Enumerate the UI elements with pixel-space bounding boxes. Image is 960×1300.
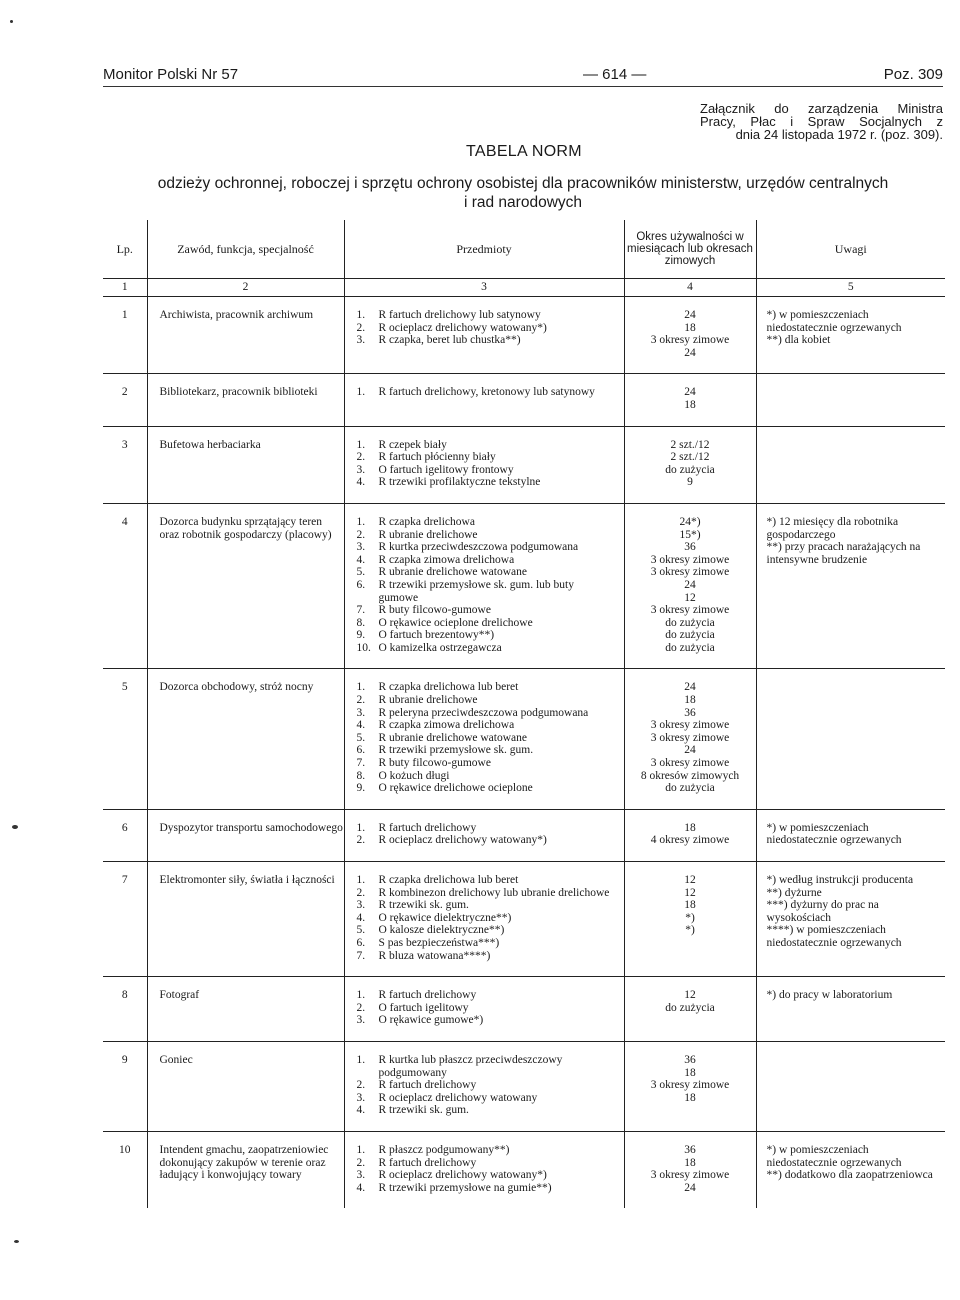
period-value: 2 szt./12	[670, 451, 710, 464]
item-text: O fartuch igelitowy frontowy	[378, 463, 514, 476]
item-entry	[357, 554, 624, 567]
item-text: R czapka zimowa drelichowa	[378, 719, 515, 732]
header-period: Okres używalności w miesiącach lub okresach zimowych	[624, 220, 756, 279]
item-entry	[357, 579, 624, 604]
column-number: 3	[344, 279, 624, 297]
remark-text: *) w pomieszczeniach niedostatecznie ogrzewanych	[766, 309, 902, 334]
item-number: 1.	[356, 438, 366, 451]
row-occupation: Bufetowa herbaciarka	[147, 426, 344, 503]
item-text: O fartuch brezentowy**)	[378, 629, 495, 642]
item-entry	[357, 1169, 624, 1182]
row-periods	[624, 669, 756, 809]
item-number: 1.	[356, 1053, 366, 1066]
item-number: 8.	[356, 769, 366, 782]
item-number: 3.	[356, 334, 366, 347]
period-value: 24*)	[679, 515, 701, 528]
row-lp: 3	[103, 426, 147, 503]
item-text: R ocieplacz drelichowy watowany*)	[378, 321, 547, 334]
item-text: R płaszcz podgumowany**)	[378, 1143, 510, 1156]
table-row	[103, 809, 945, 861]
period-value: 24	[684, 346, 696, 359]
item-number: 5.	[356, 924, 366, 937]
item-text: R fartuch drelichowy	[378, 989, 477, 1002]
item-entry	[357, 439, 624, 452]
period-value: do zużycia	[665, 782, 715, 795]
item-number: 9.	[356, 629, 366, 642]
item-text: R czepek biały	[378, 438, 447, 451]
item-number: 3.	[356, 541, 366, 554]
remark-text: *) do pracy w laboratorium	[766, 989, 893, 1002]
period-value: *)	[685, 924, 695, 937]
row-periods	[624, 374, 756, 426]
row-periods	[624, 503, 756, 669]
item-number: 1.	[356, 309, 366, 321]
period-value: 3 okresy zimowe	[650, 731, 730, 744]
item-entry	[357, 516, 624, 529]
row-lp: 4	[103, 503, 147, 669]
page-title: TABELA NORM	[466, 143, 582, 160]
item-number: 2.	[356, 528, 366, 541]
item-entry	[357, 937, 624, 950]
row-occupation: Goniec	[147, 1041, 344, 1131]
column-number: 2	[147, 279, 344, 297]
item-number: 9.	[356, 782, 366, 795]
item-text: R czapka zimowa drelichowa	[378, 553, 515, 566]
norms-table	[103, 220, 945, 1208]
item-entry	[357, 1092, 624, 1105]
item-number: 2.	[356, 451, 366, 464]
table-row	[103, 977, 945, 1042]
period-value: 2 szt./12	[670, 438, 710, 451]
row-remarks	[756, 1041, 945, 1131]
annex-line: Pracy, Płac i Spraw Socjalnych z	[700, 114, 943, 129]
row-occupation: Dyspozytor transportu samochodowego	[147, 809, 344, 861]
table-row	[103, 1041, 945, 1131]
item-entry	[357, 476, 624, 489]
item-text: R ocieplacz drelichowy watowany*)	[378, 1169, 547, 1182]
item-number: 1.	[356, 681, 366, 694]
header-remarks: Uwagi	[834, 241, 867, 256]
item-text: R kurtka przeciwdeszczowa podgumowana	[378, 541, 579, 554]
item-text: O rękawice ocieplone drelichowe	[378, 616, 533, 629]
table-row	[103, 1131, 945, 1208]
item-number: 1.	[356, 386, 366, 399]
item-entry	[357, 822, 624, 835]
row-items	[344, 503, 624, 669]
item-text: R buty filcowo-gumowe	[378, 757, 491, 770]
period-value: 12	[684, 989, 696, 1002]
item-number: 6.	[356, 936, 366, 949]
item-text: O kożuch długi	[378, 769, 450, 782]
item-number: 4.	[356, 911, 366, 924]
table-row	[103, 374, 945, 426]
item-number: 2.	[356, 834, 366, 847]
period-value: do zużycia	[665, 1001, 715, 1014]
row-remarks	[756, 297, 945, 374]
row-lp: 8	[103, 977, 147, 1042]
row-remarks	[756, 977, 945, 1042]
item-entry	[357, 1144, 624, 1157]
item-entry	[357, 1054, 624, 1079]
remark-text: *) w pomieszczeniach niedostatecznie ogrzewanych	[766, 1143, 902, 1169]
item-text: R trzewiki przemysłowe na gumie**)	[378, 1181, 552, 1194]
remark-text: *) 12 miesięcy dla robotnika gospodarczego	[766, 515, 899, 541]
period-value: 18	[684, 694, 696, 707]
row-periods	[624, 1041, 756, 1131]
item-entry	[357, 334, 624, 347]
item-text: R buty filcowo-gumowe	[378, 604, 491, 617]
item-text: R trzewiki sk. gum.	[378, 899, 469, 912]
item-number: 1.	[356, 1143, 366, 1156]
row-occupation: Dozorca budynku sprzątający teren oraz robotnik gospodarczy (placowy)	[147, 503, 344, 669]
row-occupation: Archiwista, pracownik archiwum	[147, 297, 344, 374]
item-text: R trzewiki przemysłowe sk. gum. lub buty gumowe	[378, 578, 574, 604]
item-number: 1.	[356, 874, 366, 886]
item-entry	[357, 322, 624, 335]
item-number: 2.	[356, 1156, 366, 1169]
remark-text: *) w pomieszczeniach niedostatecznie ogrzewanych	[766, 821, 902, 847]
table-row	[103, 297, 945, 374]
row-items	[344, 862, 624, 977]
item-entry	[357, 887, 624, 900]
period-value: 18	[684, 1156, 696, 1169]
item-text: R ubranie drelichowe	[378, 528, 478, 541]
period-value: 9	[687, 476, 693, 489]
remark-text: ****) w pomieszczeniach niedostatecznie ogrzewanych	[766, 924, 902, 949]
item-number: 4.	[356, 719, 366, 732]
period-value: do zużycia	[665, 641, 715, 654]
row-items	[344, 669, 624, 809]
table-row	[103, 862, 945, 977]
item-text: R fartuch drelichowy	[378, 1156, 477, 1169]
item-entry	[357, 541, 624, 554]
row-items	[344, 809, 624, 861]
item-text: O rękawice dielektryczne**)	[378, 911, 512, 924]
row-occupation: Bibliotekarz, pracownik biblioteki	[147, 374, 344, 426]
item-entry	[357, 770, 624, 783]
period-value: do zużycia	[665, 616, 715, 629]
row-items	[344, 977, 624, 1042]
item-number: 2.	[356, 694, 366, 707]
item-number: 7.	[356, 757, 366, 770]
item-number: 3.	[356, 1169, 366, 1182]
item-text: R kurtka lub płaszcz przeciwdeszczowy podgumowany	[378, 1053, 563, 1079]
item-number: 3.	[356, 1014, 366, 1027]
period-value: 3 okresy zimowe	[650, 719, 730, 732]
item-entry	[357, 950, 624, 963]
item-entry	[357, 629, 624, 642]
item-entry	[357, 732, 624, 745]
row-remarks	[756, 669, 945, 809]
item-entry	[357, 1079, 624, 1092]
item-number: 5.	[356, 566, 366, 579]
column-number-row	[103, 279, 945, 297]
item-number: 2.	[356, 321, 366, 334]
period-value: 18	[684, 1091, 696, 1104]
header-items: Przedmioty	[344, 220, 624, 279]
period-value: 18	[684, 321, 696, 334]
remark-text: **) przy pracach narażających na intensywne brudzenie	[766, 541, 921, 566]
item-text: O kalosze dielektryczne**)	[378, 924, 505, 937]
subtitle-line-1: odzieży ochronnej, roboczej i sprzętu ochrony osobistej dla pracowników ministerstw, urzędów centralnych	[157, 175, 889, 192]
item-entry	[357, 309, 624, 322]
period-value: 36	[684, 541, 696, 554]
page-subtitle	[103, 174, 943, 212]
header-lp: Lp.	[103, 220, 147, 279]
item-number: 7.	[356, 949, 366, 962]
table-row	[103, 669, 945, 809]
item-text: R kombinezon drelichowy lub ubranie drelichowe	[378, 886, 610, 899]
item-entry	[357, 681, 624, 694]
item-entry	[357, 464, 624, 477]
item-entry	[357, 989, 624, 1002]
item-text: R ubranie drelichowe	[378, 694, 478, 707]
item-number: 3.	[356, 1091, 366, 1104]
period-value: 3 okresy zimowe	[650, 604, 730, 617]
row-periods	[624, 426, 756, 503]
item-number: 1.	[356, 515, 366, 528]
row-occupation: Fotograf	[147, 977, 344, 1042]
item-number: 3.	[356, 463, 366, 476]
item-number: 3.	[356, 899, 366, 912]
row-remarks	[756, 426, 945, 503]
item-entry	[357, 604, 624, 617]
remark-text: *) według instrukcji producenta	[766, 874, 914, 886]
period-value: 24	[684, 578, 696, 591]
item-entry	[357, 617, 624, 630]
item-text: R bluza watowana****)	[378, 949, 491, 962]
item-entry	[357, 1157, 624, 1170]
item-text: R fartuch płócienny biały	[378, 451, 496, 464]
item-entry	[357, 912, 624, 925]
row-lp: 2	[103, 374, 147, 426]
period-value: 24	[684, 309, 696, 321]
period-value: 18	[684, 1066, 696, 1079]
scan-speck	[12, 825, 18, 829]
row-remarks	[756, 862, 945, 977]
item-text: R czapka, beret lub chustka**)	[378, 334, 521, 347]
item-text: R peleryna przeciwdeszczowa podgumowana	[378, 706, 589, 719]
period-value: 24	[684, 1181, 696, 1194]
period-value: 3 okresy zimowe	[650, 1079, 730, 1092]
item-text: R ubranie drelichowe watowane	[378, 731, 527, 744]
period-value: 3 okresy zimowe	[650, 334, 730, 347]
item-text: O rękawice drelichowe ocieplone	[378, 782, 533, 795]
period-value: 3 okresy zimowe	[650, 757, 730, 770]
item-entry	[357, 566, 624, 579]
row-occupation: Dozorca obchodowy, stróż nocny	[147, 669, 344, 809]
item-entry	[357, 874, 624, 887]
item-number: 6.	[356, 578, 366, 591]
item-entry	[357, 451, 624, 464]
item-text: R czapka drelichowa lub beret	[378, 874, 519, 886]
row-items	[344, 1041, 624, 1131]
column-number: 5	[756, 279, 945, 297]
item-entry	[357, 1014, 624, 1027]
header-occupation: Zawód, funkcja, specjalność	[147, 220, 344, 279]
item-text: O fartuch igelitowy	[378, 1001, 469, 1014]
item-number: 6.	[356, 744, 366, 757]
item-number: 8.	[356, 616, 366, 629]
column-number: 4	[624, 279, 756, 297]
item-entry	[357, 834, 624, 847]
annex-line: Załącznik do zarządzenia Ministra	[700, 101, 943, 116]
remark-text: **) dyżurne	[766, 886, 822, 899]
scan-speck	[10, 20, 13, 23]
item-entry	[357, 529, 624, 542]
period-value: do zużycia	[665, 629, 715, 642]
period-value: 36	[684, 706, 696, 719]
period-value: do zużycia	[665, 463, 715, 476]
row-occupation: Elektromonter siły, światła i łączności	[147, 862, 344, 977]
row-lp: 1	[103, 297, 147, 374]
item-entry	[357, 1002, 624, 1015]
journal-title: Monitor Polski Nr 57	[103, 66, 239, 83]
period-value: 18	[684, 899, 696, 912]
period-value: 15*)	[679, 528, 701, 541]
period-value: 12	[684, 874, 696, 886]
row-periods	[624, 862, 756, 977]
row-lp: 9	[103, 1041, 147, 1131]
period-value: 3 okresy zimowe	[650, 1169, 730, 1182]
item-entry	[357, 1182, 624, 1195]
row-lp: 6	[103, 809, 147, 861]
item-text: O rękawice gumowe*)	[378, 1014, 484, 1027]
row-items	[344, 297, 624, 374]
row-items	[344, 374, 624, 426]
row-remarks	[756, 1131, 945, 1208]
row-lp: 7	[103, 862, 147, 977]
item-text: R fartuch drelichowy lub satynowy	[378, 309, 541, 321]
item-text: R ocieplacz drelichowy watowany*)	[378, 834, 547, 847]
period-value: 12	[684, 886, 696, 899]
row-periods	[624, 809, 756, 861]
period-value: 12	[684, 591, 696, 604]
item-entry	[357, 744, 624, 757]
period-value: 18	[684, 398, 696, 411]
item-entry	[357, 899, 624, 912]
item-text: S pas bezpieczeństwa***)	[378, 936, 500, 949]
item-entry	[357, 924, 624, 937]
row-lp: 5	[103, 669, 147, 809]
remark-text: **) dla kobiet	[766, 334, 831, 347]
annex-note	[700, 102, 943, 141]
item-number: 4.	[356, 553, 366, 566]
table-header-row	[103, 220, 945, 279]
item-text: R ocieplacz drelichowy watowany	[378, 1091, 538, 1104]
item-text: R fartuch drelichowy	[378, 821, 477, 834]
row-lp: 10	[103, 1131, 147, 1208]
period-value: 24	[684, 681, 696, 694]
row-items	[344, 426, 624, 503]
item-text: O kamizelka ostrzegawcza	[378, 641, 502, 654]
item-number: 5.	[356, 731, 366, 744]
item-number: 4.	[356, 476, 366, 489]
item-entry	[357, 642, 624, 655]
item-number: 10.	[356, 641, 371, 654]
item-text: R ubranie drelichowe watowane	[378, 566, 527, 579]
subtitle-line-2: i rad narodowych	[463, 194, 583, 211]
item-number: 7.	[356, 604, 366, 617]
item-number: 2.	[356, 1001, 366, 1014]
period-value: 36	[684, 1053, 696, 1066]
item-entry	[357, 719, 624, 732]
row-periods	[624, 1131, 756, 1208]
scan-speck	[14, 1240, 19, 1243]
item-text: R trzewiki sk. gum.	[378, 1104, 469, 1117]
row-remarks	[756, 809, 945, 861]
annex-line: dnia 24 listopada 1972 r. (poz. 309).	[735, 127, 943, 142]
row-occupation: Intendent gmachu, zaopatrzeniowiec dokonujący zakupów w terenie oraz ładujący i konwojujący towary	[147, 1131, 344, 1208]
item-number: 1.	[356, 821, 366, 834]
row-periods	[624, 977, 756, 1042]
period-value: 4 okresy zimowe	[650, 834, 730, 847]
column-number: 1	[103, 279, 147, 297]
item-entry	[357, 1104, 624, 1117]
item-text: R fartuch drelichowy	[378, 1079, 477, 1092]
table-row	[103, 503, 945, 669]
period-value: 24	[684, 386, 696, 399]
period-value: 24	[684, 744, 696, 757]
item-entry	[357, 782, 624, 795]
item-number: 4.	[356, 1181, 366, 1194]
item-text: R trzewiki przemysłowe sk. gum.	[378, 744, 534, 757]
item-text: R czapka drelichowa lub beret	[378, 681, 519, 694]
remark-text: ***) dyżurny do prac na wysokościach	[766, 899, 879, 924]
period-value: *)	[685, 911, 695, 924]
row-periods	[624, 297, 756, 374]
item-entry	[357, 757, 624, 770]
table-row	[103, 426, 945, 503]
page-number: — 614 —	[583, 66, 647, 83]
item-number: 4.	[356, 1104, 366, 1117]
page-header	[103, 66, 943, 87]
period-value: 3 okresy zimowe	[650, 566, 730, 579]
period-value: 18	[684, 821, 696, 834]
item-entry	[357, 386, 624, 399]
period-value: 36	[684, 1143, 696, 1156]
item-text: R czapka drelichowa	[378, 515, 475, 528]
item-number: 3.	[356, 706, 366, 719]
period-value: 3 okresy zimowe	[650, 553, 730, 566]
item-number: 2.	[356, 1079, 366, 1092]
position-number: Poz. 309	[883, 66, 943, 83]
row-items	[344, 1131, 624, 1208]
item-text: R trzewiki profilaktyczne tekstylne	[378, 476, 541, 489]
item-entry	[357, 694, 624, 707]
row-remarks	[756, 503, 945, 669]
item-number: 1.	[356, 989, 366, 1002]
remark-text: **) dodatkowo dla zaopatrzeniowca	[766, 1169, 933, 1182]
period-value: 8 okresów zimowych	[640, 769, 740, 782]
item-number: 2.	[356, 886, 366, 899]
item-entry	[357, 707, 624, 720]
row-remarks	[756, 374, 945, 426]
item-text: R fartuch drelichowy, kretonowy lub satynowy	[378, 386, 595, 399]
